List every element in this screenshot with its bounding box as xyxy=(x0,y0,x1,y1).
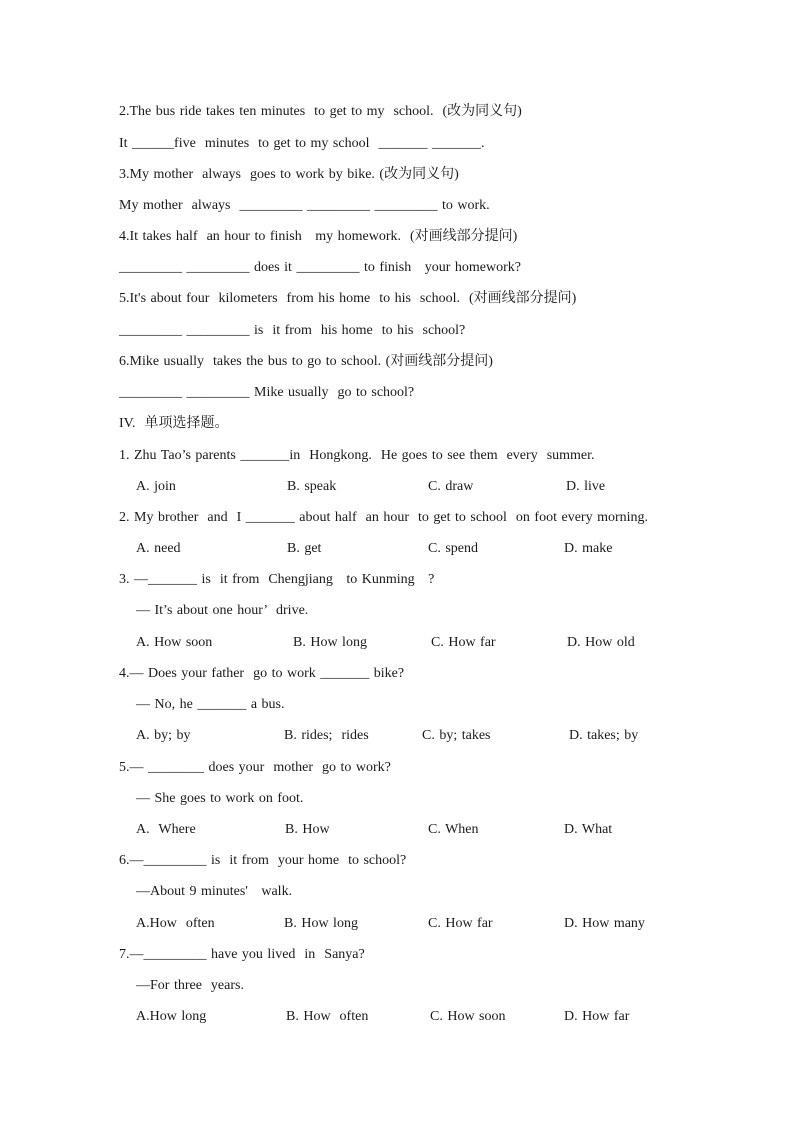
question-text: 2.The bus ride takes ten minutes to get to my school. (改为同义句) xyxy=(119,104,522,119)
option-b: B. get xyxy=(287,541,322,556)
question-text: 3.My mother always goes to work by bike. (改为同义句) xyxy=(119,167,459,182)
question-stem: 1. Zhu Tao’s parents _______in Hongkong. He goes to see them every summer. xyxy=(119,448,595,463)
option-b: B. How long xyxy=(284,916,358,931)
question-stem: 4.— Does your father go to work _______ bike? xyxy=(119,666,405,681)
option-a: A. How soon xyxy=(136,635,213,650)
option-d: D. live xyxy=(566,479,606,494)
option-c: C. spend xyxy=(428,541,478,556)
option-c: C. How far xyxy=(431,635,496,650)
option-a: A. by; by xyxy=(136,728,191,743)
option-a: A.How often xyxy=(136,916,215,931)
option-b: B. How often xyxy=(286,1009,369,1024)
option-a: A. need xyxy=(136,541,181,556)
answer-line: _________ _________ Mike usually go to school? xyxy=(119,385,415,400)
question-reply: —About 9 minutes' walk. xyxy=(136,884,293,899)
question-stem: 5.— ________ does your mother go to work? xyxy=(119,760,391,775)
question-reply: — She goes to work on foot. xyxy=(136,791,304,806)
option-b: B. How long xyxy=(293,635,367,650)
question-reply: — No, he _______ a bus. xyxy=(136,697,285,712)
option-d: D. takes; by xyxy=(569,728,639,743)
option-d: D. How old xyxy=(567,635,635,650)
section-title: IV. 单项选择题。 xyxy=(119,416,229,431)
option-d: D. How many xyxy=(564,916,645,931)
option-c: C. How far xyxy=(428,916,493,931)
option-b: B. How xyxy=(285,822,330,837)
option-b: B. rides; rides xyxy=(284,728,369,743)
option-c: C. How soon xyxy=(430,1009,506,1024)
option-d: D. make xyxy=(564,541,613,556)
question-stem: 3. —_______ is it from Chengjiang to Kunming ? xyxy=(119,572,435,587)
option-c: C. by; takes xyxy=(422,728,491,743)
question-text: 4.It takes half an hour to finish my homework. (对画线部分提问) xyxy=(119,229,518,244)
answer-line: _________ _________ does it _________ to finish your homework? xyxy=(119,260,521,275)
question-text: 6.Mike usually takes the bus to go to school. (对画线部分提问) xyxy=(119,354,493,369)
option-c: C. When xyxy=(428,822,479,837)
answer-line: _________ _________ is it from his home to his school? xyxy=(119,323,466,338)
option-d: D. How far xyxy=(564,1009,630,1024)
option-a: A.How long xyxy=(136,1009,207,1024)
option-a: A. Where xyxy=(136,822,196,837)
question-text: 5.It's about four kilometers from his home to his school. (对画线部分提问) xyxy=(119,291,577,306)
option-a: A. join xyxy=(136,479,176,494)
question-reply: —For three years. xyxy=(136,978,244,993)
question-reply: — It’s about one hour’ drive. xyxy=(136,603,309,618)
option-b: B. speak xyxy=(287,479,337,494)
answer-line: It ______five minutes to get to my school _______ _______. xyxy=(119,136,485,151)
option-c: C. draw xyxy=(428,479,474,494)
option-d: D. What xyxy=(564,822,613,837)
answer-line: My mother always _________ _________ _________ to work. xyxy=(119,198,490,213)
question-stem: 6.—_________ is it from your home to school? xyxy=(119,853,407,868)
question-stem: 2. My brother and I _______ about half an hour to get to school on foot every morning. xyxy=(119,510,649,525)
question-stem: 7.—_________ have you lived in Sanya? xyxy=(119,947,365,962)
